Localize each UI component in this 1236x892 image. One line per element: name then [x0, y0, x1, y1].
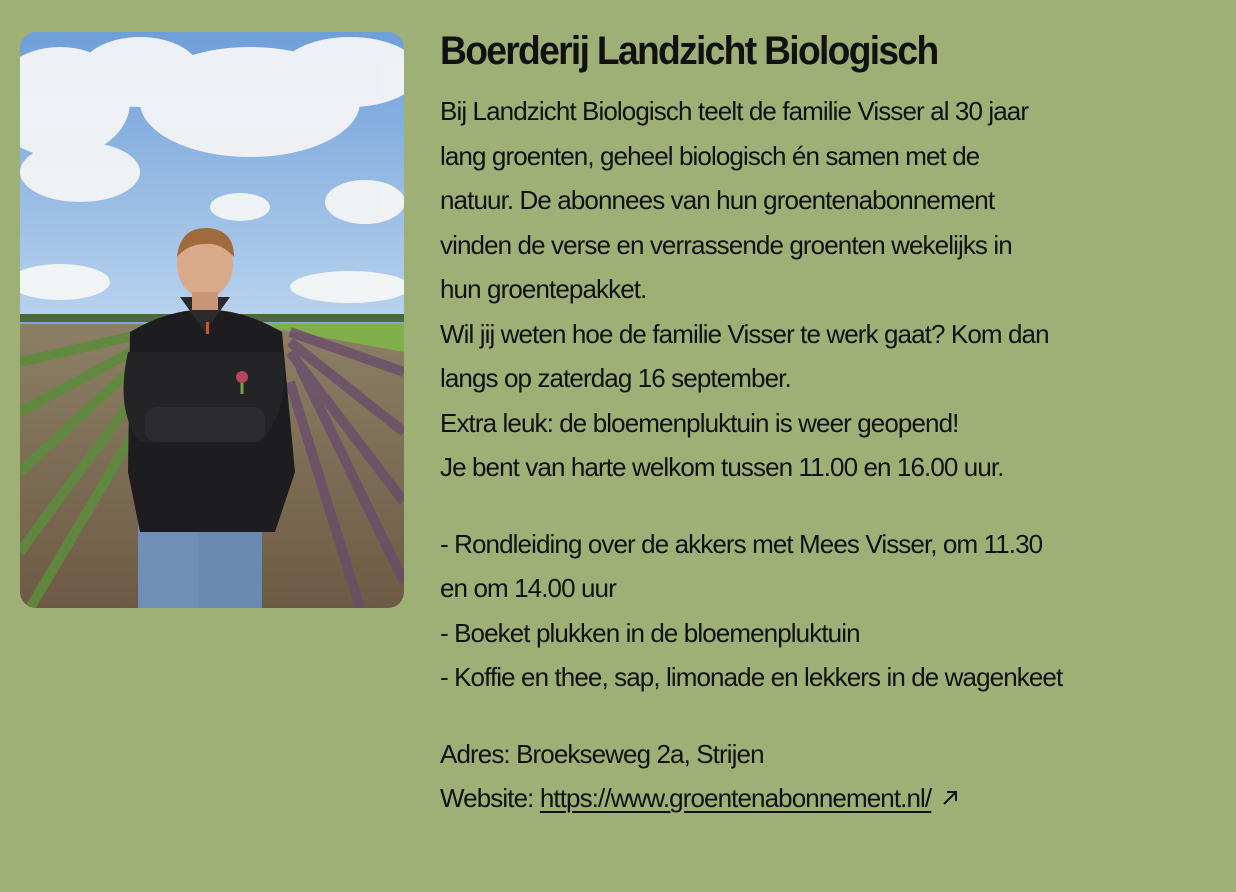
description-line: vinden de verse en verrassende groenten wekelijks in: [440, 229, 1012, 260]
activity-item: - Boeket plukken in de bloemenpluktuin: [440, 617, 860, 648]
description-line: hun groentepakket.: [440, 274, 647, 304]
description-line: langs op zaterdag 16 september.: [440, 363, 791, 393]
description-line: Bij Landzicht Biologisch teelt de familie Visser al 30 jaar: [440, 96, 1029, 126]
contact-info: [440, 732, 1220, 821]
description: [440, 89, 1220, 490]
page-title: Boerderij Landzicht Biologisch: [440, 29, 938, 73]
activity-item: - Rondleiding over de akkers met Mees Visser, om 11.30: [440, 528, 1043, 559]
activity-item: en om 14.00 uur: [440, 573, 616, 603]
activities-list: [440, 522, 1220, 700]
activity-item: - Koffie en thee, sap, limonade en lekkers in de wagenkeet: [440, 662, 1063, 692]
description-line: Je bent van harte welkom tussen 11.00 en 16.00 uur.: [440, 452, 1004, 482]
description-line: Wil jij weten hoe de familie Visser te werk gaat? Kom dan: [440, 318, 1049, 349]
website-link[interactable]: https://www.groentenabonnement.nl/: [539, 783, 932, 813]
farm-info: [440, 24, 1220, 821]
description-line: natuur. De abonnees van hun groentenabonnement: [440, 185, 995, 215]
address: Adres: Broekseweg 2a, Strijen: [440, 738, 764, 769]
description-line: Extra leuk: de bloemenpluktuin is weer geopend!: [440, 407, 959, 438]
website-row: [440, 776, 1220, 821]
farmer-photo: [20, 32, 404, 608]
external-link-icon[interactable]: [939, 778, 961, 800]
website-label: Website:: [440, 783, 540, 813]
description-line: lang groenten, geheel biologisch én samen met de: [440, 140, 980, 171]
